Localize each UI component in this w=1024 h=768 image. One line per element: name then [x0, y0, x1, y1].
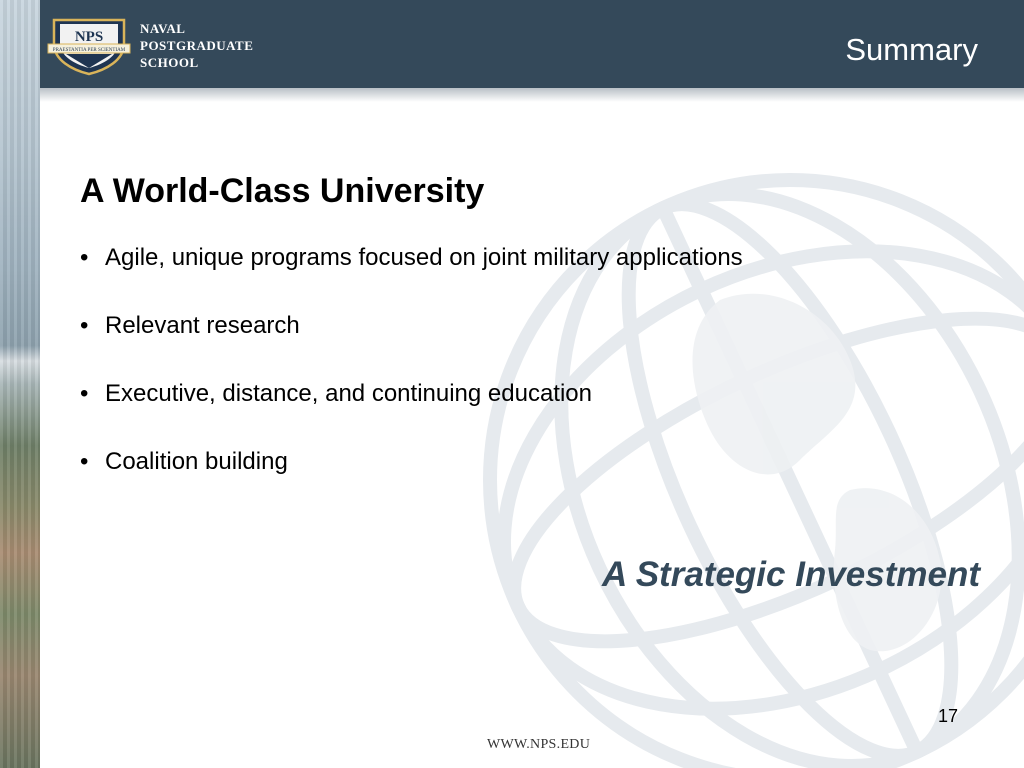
section-label: Summary — [845, 32, 978, 67]
header-shadow — [40, 88, 1024, 102]
school-name — [140, 20, 253, 71]
bullet-text: Agile, unique programs focused on joint military applications — [105, 244, 743, 271]
slide-title: A World-Class University — [80, 172, 485, 210]
school-name-line-2: POSTGRADUATE — [140, 38, 254, 53]
school-name-line-1: NAVAL — [140, 21, 186, 36]
bullet-item — [80, 446, 743, 514]
bullet-item — [80, 378, 743, 446]
bullet-glyph: • — [80, 380, 89, 407]
bullet-text: Coalition building — [105, 448, 288, 475]
page-number: 17 — [938, 706, 959, 726]
nps-logo-icon — [46, 14, 132, 76]
bullet-list — [80, 242, 743, 514]
footer-url: WWW.NPS.EDU — [487, 737, 591, 752]
school-name-line-3: SCHOOL — [140, 55, 199, 70]
svg-text:NPS: NPS — [74, 29, 104, 45]
bullet-glyph: • — [80, 244, 89, 271]
bullet-text: Executive, distance, and continuing education — [105, 380, 592, 407]
bullet-glyph: • — [80, 448, 89, 475]
bullet-item — [80, 310, 743, 378]
tagline: A Strategic Investment — [602, 555, 980, 594]
bullet-item — [80, 242, 743, 310]
svg-text:PRAESTANTIA PER SCIENTIAM: PRAESTANTIA PER SCIENTIAM — [52, 48, 126, 53]
campus-photo-strip — [0, 0, 40, 768]
bullet-glyph: • — [80, 312, 89, 339]
bullet-text: Relevant research — [105, 312, 300, 339]
